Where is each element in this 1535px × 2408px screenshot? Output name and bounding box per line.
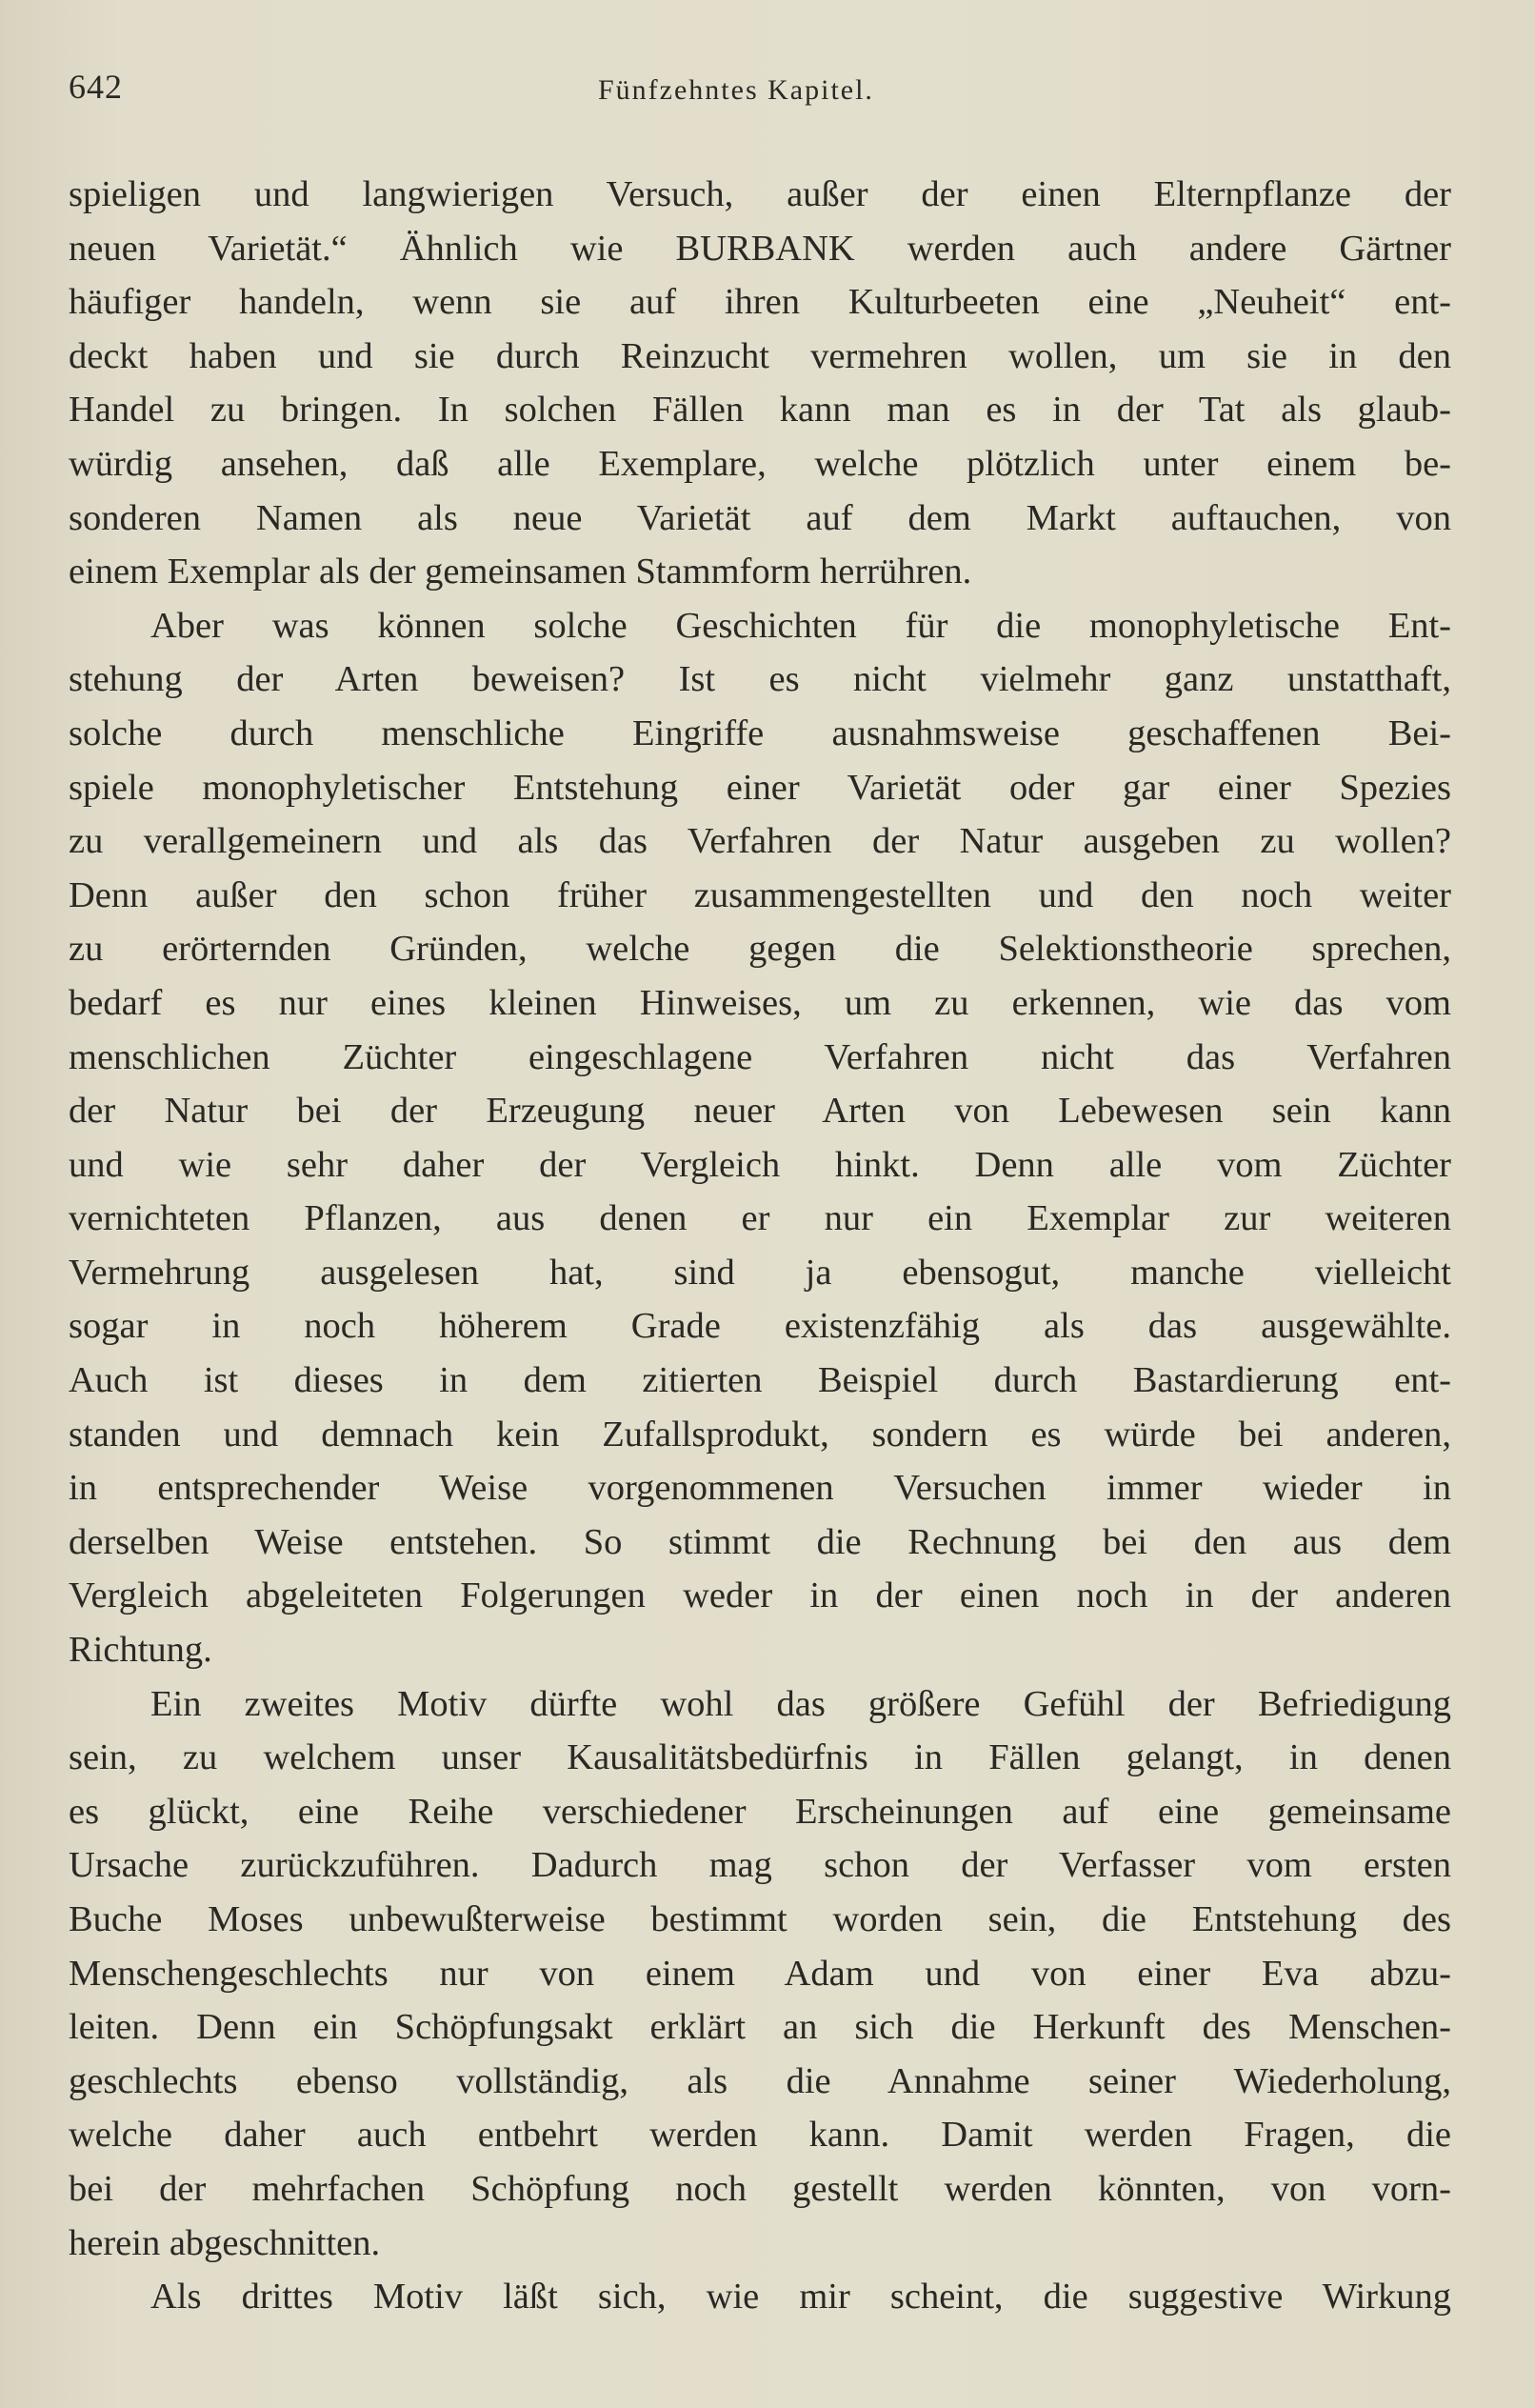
text-line: Handel zu bringen. In solchen Fällen kann man es in der Tat als glaub- xyxy=(69,390,1451,431)
text-line: häufiger handeln, wenn sie auf ihren Kulturbeeten eine „Neuheit“ ent- xyxy=(69,282,1451,323)
text-line: deckt haben und sie durch Reinzucht vermehren wollen, um sie in den xyxy=(69,335,1451,376)
text-line: Menschengeschlechts nur von einem Adam und von einer Eva abzu- xyxy=(69,1953,1451,1994)
text-line: Als drittes Motiv läßt sich, wie mir scheint, die suggestive Wirkung xyxy=(150,2277,1451,2318)
text-line: sogar in noch höherem Grade existenzfähig als das ausgewählte. xyxy=(69,1306,1451,1347)
text-line: Auch ist dieses in dem zitierten Beispiel durch Bastardierung ent- xyxy=(69,1360,1451,1401)
text-line: einem Exemplar als der gemeinsamen Stammform herrühren. xyxy=(69,552,972,592)
running-head: Fünfzehntes Kapitel. xyxy=(598,74,874,106)
text-line: welche daher auch entbehrt werden kann. Damit werden Fragen, die xyxy=(69,2115,1451,2156)
text-line: Ursache zurückzuführen. Dadurch mag schon der Verfasser vom ersten xyxy=(69,1845,1451,1886)
text-line: würdig ansehen, daß alle Exemplare, welche plötzlich unter einem be- xyxy=(69,443,1451,484)
text-line: zu verallgemeinern und als das Verfahren der Natur ausgeben zu wollen? xyxy=(69,821,1451,862)
text-line: leiten. Denn ein Schöpfungsakt erklärt an sich die Herkunft des Menschen- xyxy=(69,2007,1451,2048)
text-line: in entsprechender Weise vorgenommenen Versuchen immer wieder in xyxy=(69,1468,1451,1509)
text-line: spieligen und langwierigen Versuch, außer der einen Elternpflanze der xyxy=(69,174,1451,214)
text-line: vernichteten Pflanzen, aus denen er nur ein Exemplar zur weiteren xyxy=(69,1198,1451,1239)
text-line: und wie sehr daher der Vergleich hinkt. Denn alle vom Züchter xyxy=(69,1144,1451,1185)
text-line: stehung der Arten beweisen? Ist es nicht vielmehr ganz unstatthaft, xyxy=(69,659,1451,700)
page-number: 642 xyxy=(69,68,123,106)
text-line: geschlechts ebenso vollständig, als die Annahme seiner Wiederholung, xyxy=(69,2060,1451,2101)
text-line: spiele monophyletischer Entstehung einer Varietät oder gar einer Spezies xyxy=(69,767,1451,808)
text-line: der Natur bei der Erzeugung neuer Arten von Lebewesen sein kann xyxy=(69,1091,1451,1132)
text-line: bei der mehrfachen Schöpfung noch gestellt werden könnten, von vorn- xyxy=(69,2168,1451,2209)
text-line: solche durch menschliche Eingriffe ausnahmsweise geschaffenen Bei- xyxy=(69,712,1451,753)
text-line: Aber was können solche Geschichten für die monophyletische Ent- xyxy=(150,605,1451,646)
text-line: Richtung. xyxy=(69,1630,212,1671)
text-line: sonderen Namen als neue Varietät auf dem Markt auftauchen, von xyxy=(69,497,1451,538)
text-line: bedarf es nur eines kleinen Hinweises, um zu erkennen, wie das vom xyxy=(69,982,1451,1023)
text-line: menschlichen Züchter eingeschlagene Verfahren nicht das Verfahren xyxy=(69,1036,1451,1077)
text-line: Vergleich abgeleiteten Folgerungen weder in der einen noch in der anderen xyxy=(69,1575,1451,1616)
text-line: es glückt, eine Reihe verschiedener Erscheinungen auf eine gemeinsame xyxy=(69,1791,1451,1832)
text-line: sein, zu welchem unser Kausalitätsbedürfnis in Fällen gelangt, in denen xyxy=(69,1737,1451,1778)
text-line: neuen Varietät.“ Ähnlich wie BURBANK werden auch andere Gärtner xyxy=(69,228,1451,269)
body-text xyxy=(69,168,1451,2324)
page-header xyxy=(69,67,1449,124)
text-line: Buche Moses unbewußterweise bestimmt worden sein, die Entstehung des xyxy=(69,1899,1451,1939)
text-line: Denn außer den schon früher zusammengestellten und den noch weiter xyxy=(69,874,1451,915)
text-line: standen und demnach kein Zufallsprodukt, sondern es würde bei anderen, xyxy=(69,1414,1451,1455)
text-line: herein abgeschnitten. xyxy=(69,2222,381,2263)
text-line: Vermehrung ausgelesen hat, sind ja ebensogut, manche vielleicht xyxy=(69,1252,1451,1293)
text-line: derselben Weise entstehen. So stimmt die Rechnung bei den aus dem xyxy=(69,1521,1451,1562)
text-line: Ein zweites Motiv dürfte wohl das größere Gefühl der Befriedigung xyxy=(150,1683,1451,1724)
text-line: zu erörternden Gründen, welche gegen die Selektionstheorie sprechen, xyxy=(69,929,1451,970)
